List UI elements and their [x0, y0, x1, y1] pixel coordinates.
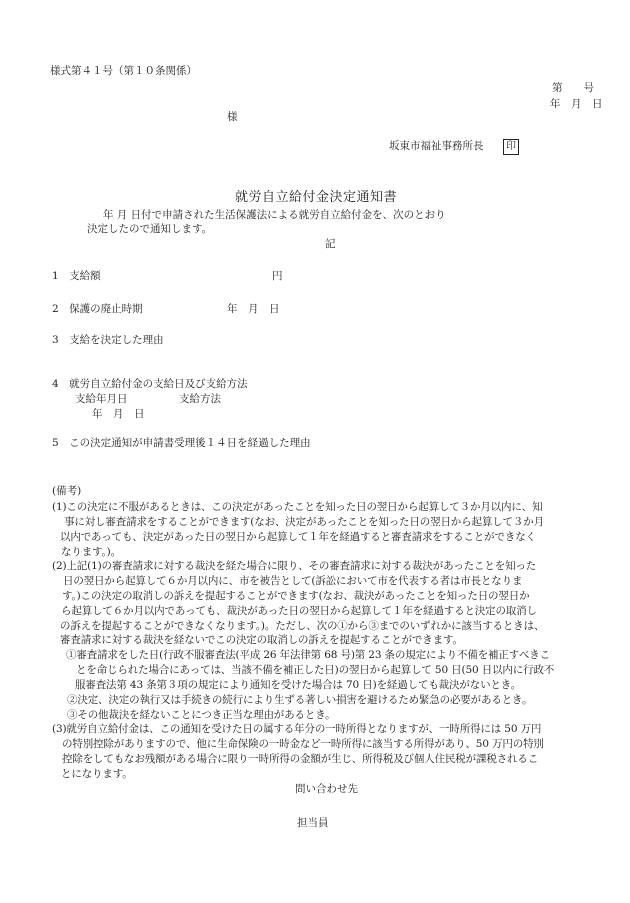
seal-mark: 印 [503, 139, 519, 155]
remarks-line: ③その他裁決を経ないことにつき正当な理由があるとき。 [67, 709, 336, 721]
remarks-line: ②決定、決定の執行又は手続きの続行により生ずる著しい損害を避けるため緊急の必要があるとき。 [67, 694, 533, 706]
item-3-label: 3 支給を決定した理由 [52, 334, 164, 346]
remarks-line: 日の翌日から起算して６か月以内に、市を被告として(訴訟において市を代表する者は市長となりま [63, 575, 523, 587]
form-number: 様式第４１号（第１０条関係） [50, 65, 197, 77]
person-in-charge-label: 担当員 [297, 817, 329, 829]
item-4-label: 4 就労自立給付金の支給日及び支給方法 [52, 378, 248, 390]
remarks-line: ら起算して６か月以内であっても、裁決があった日の翌日から起算して１年を経過すると決定の取消し [61, 605, 537, 617]
remarks-line: (3)就労自立給付金は、この通知を受けた日の属する年分の一時所得となりますが、一時所得には 50 万円 [52, 723, 542, 735]
item-1-unit: 円 [272, 270, 283, 282]
remarks-line: 服審査法第 43 条第３項の規定により通知を受けた場合は 70 日)を経過しても裁決がないとき。 [75, 679, 522, 691]
remarks-heading: (備考) [52, 485, 82, 497]
item-4-pay-method-label: 支給方法 [179, 393, 221, 405]
remarks-line: ①審査請求をした日(行政不服審査法(平成 26 年法律第 68 号)第 23 条の規定により不備を補正すべきこ [66, 649, 550, 661]
document-number: 第 号 [552, 82, 594, 94]
item-5-label: 5 この決定通知が申請書受理後１４日を経過した理由 [52, 437, 311, 449]
item-4-pay-date: 年 月 日 [92, 408, 145, 420]
item-2-label: 2 保護の廃止時期 [52, 303, 143, 315]
document-title: 就労自立給付金決定通知書 [235, 190, 398, 205]
remarks-line: 審査請求に対する裁決を経ないでこの決定の取消しの訴えを提起することができます。 [60, 634, 463, 646]
remarks-line: とを命じられた場合にあっては、当該不備を補正した日)の翌日から起算して 50 日(50 日以内に行政不 [76, 664, 555, 676]
remarks-line: の訴えを提起することができなくなります。)。ただし、次の①から③までのいずれかに該当するときは、 [60, 620, 545, 632]
remarks-line: なります。)。 [61, 546, 121, 558]
issuer-name: 坂東市福祉事務所長 [389, 140, 484, 152]
remarks-line: 事に対し審査請求をすることができます(なお、決定があったことを知った日の翌日から起算して３か月 [64, 516, 544, 528]
item-2-date: 年 月 日 [227, 303, 280, 315]
ki-mark: 記 [325, 238, 336, 250]
issue-date: 年 月 日 [550, 98, 603, 110]
inquiry-label: 問い合わせ先 [295, 783, 358, 795]
remarks-line: (1)この決定に不服があるときは、この決定があったことを知った日の翌日から起算して３か月以内に、知 [52, 501, 543, 513]
item-4-pay-date-label: 支給年月日 [75, 393, 128, 405]
remarks-line: とになります。 [61, 768, 133, 780]
item-1-label: 1 支給額 [52, 270, 101, 282]
intro-line-2: 決定したので通知します。 [87, 223, 213, 235]
remarks-line: の特別控除がありますので、他に生命保険の一時金など一時所得に該当する所得があり、50 万円の特別 [62, 738, 544, 750]
addressee-suffix: 様 [227, 111, 238, 123]
remarks-line: 以内であっても、決定があった日の翌日から起算して１年を経過すると審査請求をすることができなく [60, 531, 536, 543]
remarks-line: (2)上記(1)の審査請求に対する裁決を経た場合に限り、その審査請求に対する裁決があったことを知った [52, 560, 537, 572]
remarks-line: す。)この決定の取消しの訴えを提起することができます(なお、裁決があったことを知った日の翌日か [62, 590, 530, 602]
intro-line-1: 年 月 日付で申請された生活保護法による就労自立給付金を、次のとおり [103, 209, 446, 221]
remarks-line: 控除をしてもなお残額がある場合に限り一時所得の金額が生じ、所得税及び個人住民税が課税されるこ [62, 753, 539, 765]
